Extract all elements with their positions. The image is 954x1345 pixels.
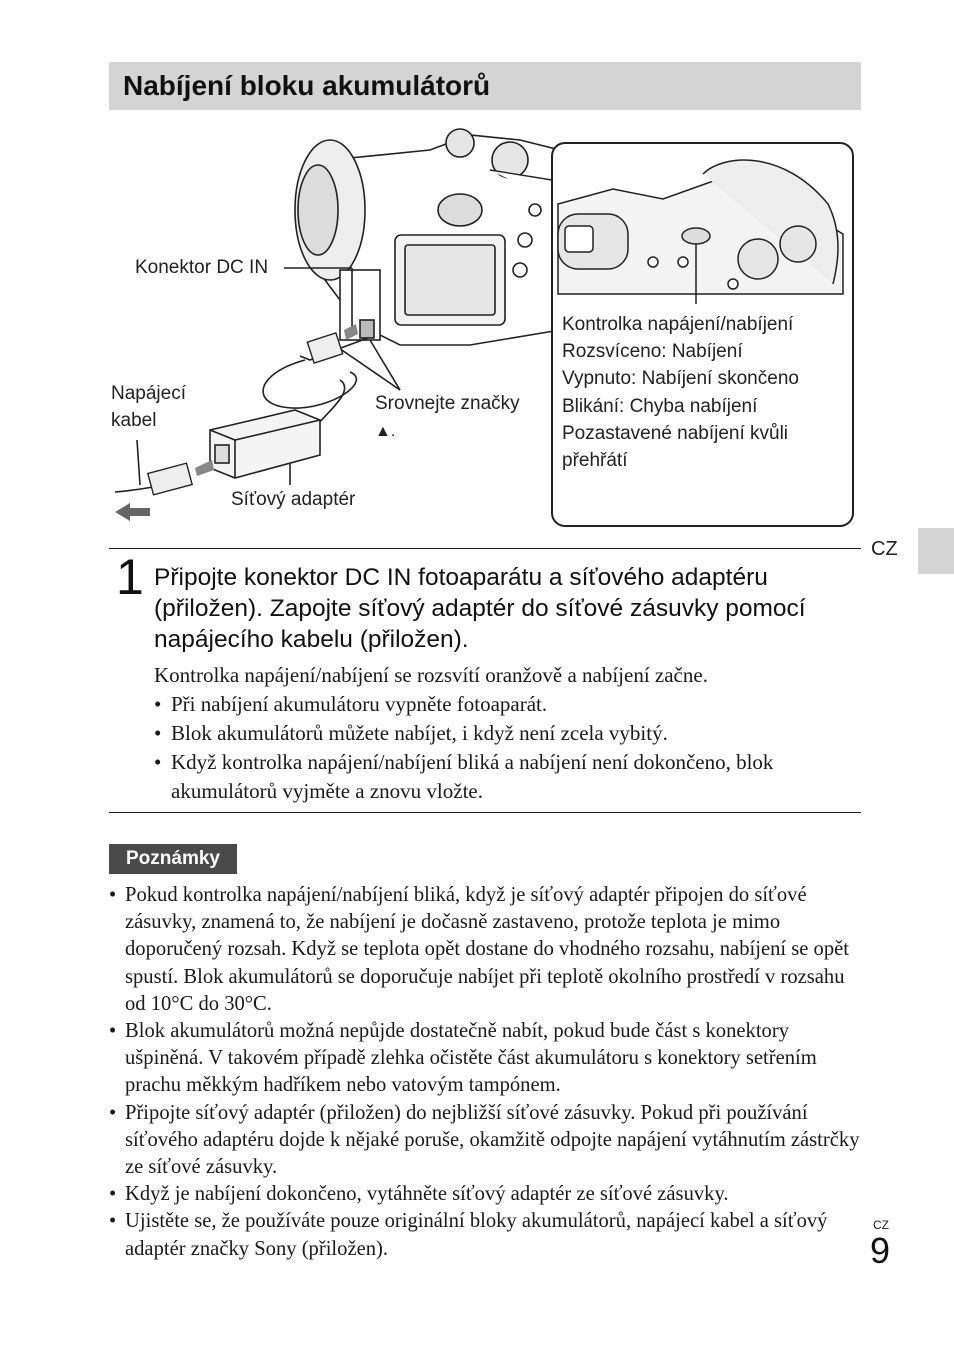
list-item: • Připojte síťový adaptér (přiložen) do nejbližší síťové zásuvky. Pokud při používání síťového adaptéru dojde k nějaké poruše, okamžitě odpojte napájení vytáhnutím zástrčky ze síťové zásuvky.	[109, 1100, 861, 1182]
list-item: • Pokud kontrolka napájení/nabíjení bliká, když je síťový adaptér připojen do síťové zásuvky, znamená to, že nabíjení je dočasně zastaveno, protože teplota je mimo doporučený rozsah. Když se teplota opět dostane do vhodného rozsahu, nabíjení se opět spustí. Blok akumulátorů se doporučuje nabíjet při teplotě okolního prostředí v rozsahu od 10°C do 30°C.	[109, 882, 861, 1018]
label-power-cable-1: Napájecí	[111, 383, 186, 404]
notes-badge: Poznámky	[109, 844, 237, 874]
list-item: • Blok akumulátorů můžete nabíjet, i když není zcela vybitý.	[154, 719, 859, 748]
camera-detail-icon	[553, 144, 854, 304]
step-bullets	[154, 690, 859, 806]
label-align-marks-1: Srovnejte značky	[375, 393, 520, 414]
list-item: • Když je nabíjení dokončeno, vytáhněte síťový adaptér ze síťové zásuvky.	[109, 1181, 861, 1208]
step-divider	[109, 548, 861, 549]
page-title: Nabíjení bloku akumulátorů	[123, 70, 491, 101]
label-ac-adapter: Síťový adaptér	[231, 489, 356, 510]
label-power-cable-2: kabel	[111, 410, 157, 431]
list-item: • Ujistěte se, že používáte pouze originální bloky akumulátorů, napájecí kabel a síťový adaptér značky Sony (přiložen).	[109, 1208, 861, 1262]
page-number: 9	[870, 1230, 891, 1271]
step-heading: Připojte konektor DC IN fotoaparátu a síťového adaptéru (přiložen). Zapojte síťový adaptér do síťové zásuvky pomocí napájecího kabelu (přiložen).	[154, 564, 806, 653]
list-item: • Při nabíjení akumulátoru vypněte fotoaparát.	[154, 690, 859, 719]
language-code: CZ	[871, 538, 898, 560]
list-item: • Blok akumulátorů možná nepůjde dostatečně nabít, pokud bude část s konektory ušpiněná. V takovém případě zlehka očistěte část akumulátoru s konektory setřením prachu měkkým hadříkem nebo vatovým tampónem.	[109, 1018, 861, 1100]
step-intro: Kontrolka napájení/nabíjení se rozsvítí oranžově a nabíjení začne.	[154, 663, 708, 687]
notes-list	[109, 882, 861, 1263]
label-dc-in: Konektor DC IN	[135, 257, 269, 278]
callout-line-overheat: přehřátí	[562, 450, 628, 472]
notes-body	[109, 882, 861, 1263]
callout-line-paused: Pozastavené nabíjení kvůli	[562, 422, 789, 444]
callout-line-done: Vypnuto: Nabíjení skončeno	[562, 368, 799, 390]
callout-line-error: Blikání: Chyba nabíjení	[562, 395, 758, 417]
callout-line-charging: Rozsvíceno: Nabíjení	[562, 341, 743, 363]
indicator-callout-box	[551, 142, 854, 527]
footer-lang: CZ	[873, 1218, 889, 1232]
side-tab	[918, 528, 954, 574]
list-item: • Když kontrolka napájení/nabíjení bliká a nabíjení není dokončeno, blok akumulátorů vyjměte a znovu vložte.	[154, 748, 859, 806]
step-body	[154, 661, 859, 806]
step-number: 1	[116, 549, 144, 605]
step-bottom-divider	[109, 812, 861, 813]
callout-line-title: Kontrolka napájení/nabíjení	[562, 314, 794, 335]
ac-adapter-icon	[210, 410, 320, 478]
label-align-marks-2: ▲.	[375, 423, 396, 440]
camera-icon	[295, 129, 560, 345]
